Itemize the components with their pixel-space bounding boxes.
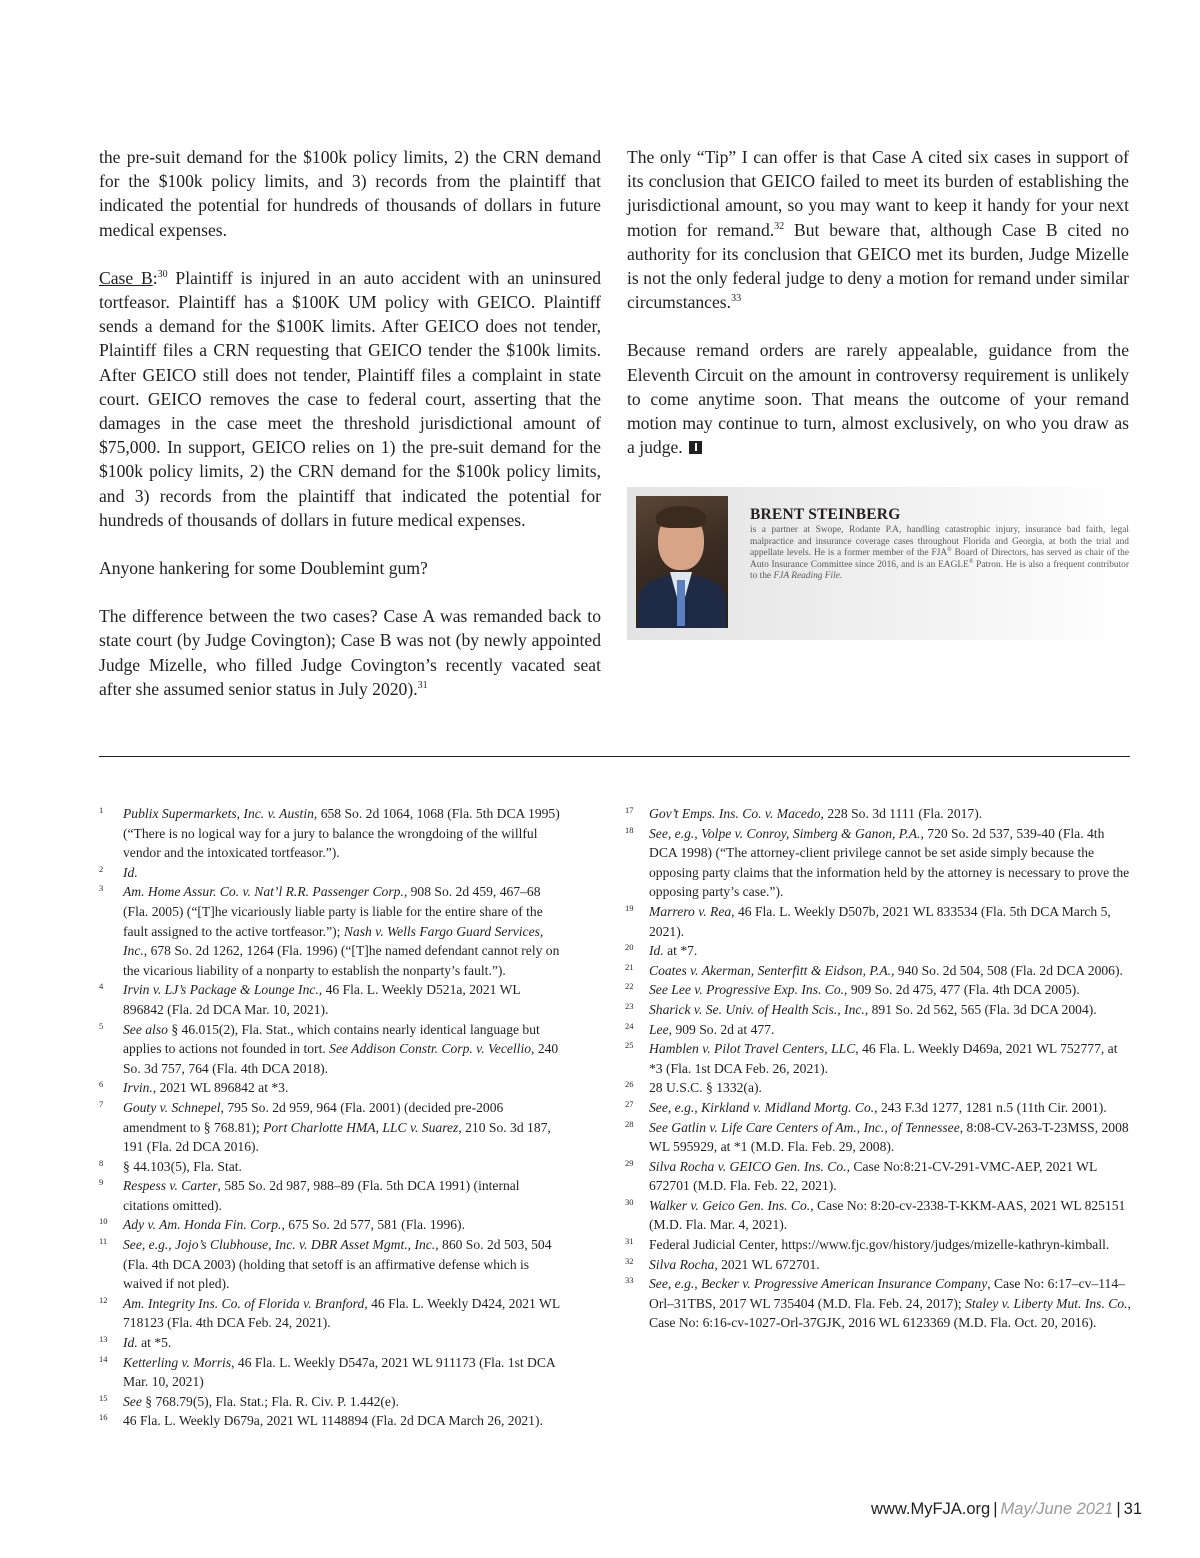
footnote-number: 30 xyxy=(625,1196,634,1207)
case-citation: Am. Integrity Ins. Co. of Florida v. Branford, xyxy=(123,1295,368,1311)
footnote-text: , 2021 WL 896842 at *3. xyxy=(152,1080,289,1096)
footnote-30 xyxy=(625,1196,1131,1235)
case-citation: See also xyxy=(123,1021,168,1037)
footnote-29 xyxy=(625,1157,1131,1196)
footnote-text: , 46 Fla. L. Weekly D547a, 2021 WL 911173 (Fla. 1st DCA Mar. 10, 2021) xyxy=(123,1354,555,1390)
footnote-text: , 860 So. 2d 503, 504 (Fla. 4th DCA 2003) (holding that setoff is an affirmative defense which is waived if not pled). xyxy=(123,1237,552,1292)
footnote-text: , 240 So. 3d 757, 764 (Fla. 4th DCA 2018). xyxy=(123,1041,559,1076)
footnote-number: 11 xyxy=(99,1236,108,1247)
footnote-text: , 228 So. 3d 1111 (Fla. 2017). xyxy=(820,806,983,821)
footnote-6 xyxy=(99,1078,564,1098)
footnote-number: 13 xyxy=(99,1334,108,1345)
footnote-text: , Case No:8:21-CV-291-VMC-AEP, 2021 WL 672701 (M.D. Fla. Feb. 22, 2021). xyxy=(649,1158,1097,1194)
footnote-number: 22 xyxy=(625,981,634,992)
footnote-19 xyxy=(625,902,1131,941)
footnote-3 xyxy=(99,882,564,980)
footnote-4 xyxy=(99,980,564,1019)
footnote-number: 9 xyxy=(99,1177,104,1188)
case-citation: See, e.g., Becker v. Progressive American Insurance Company xyxy=(649,1276,988,1292)
footnote-2 xyxy=(99,863,564,883)
footnote-23 xyxy=(625,1000,1131,1020)
footnote-24 xyxy=(625,1020,1131,1040)
author-photo xyxy=(636,496,728,628)
footnote-number: 12 xyxy=(99,1294,108,1305)
footnote-text: , 210 So. 3d 187, 191 (Fla. 2d DCA 2016). xyxy=(123,1119,551,1155)
case-citation: Irvin. xyxy=(123,1080,153,1096)
footnote-20 xyxy=(625,941,1131,961)
footnote-text: § 46.015(2), Fla. Stat., which contains nearly identical language but applies to actions not founded in tort. xyxy=(123,1021,540,1057)
footnote-text: , 585 So. 2d 987, 988–89 (Fla. 5th DCA 1991) (internal citations omitted). xyxy=(123,1178,520,1213)
footnote-10 xyxy=(99,1215,564,1235)
footnote-ref-31[interactable]: 31 xyxy=(417,680,428,691)
footnote-27 xyxy=(625,1098,1131,1118)
case-citation: See Gatlin v. Life Care Centers of Am., Inc., of Tennessee xyxy=(649,1119,960,1135)
footnotes-right xyxy=(625,804,1131,1333)
case-b-text: Plaintiff is injured in an auto accident with an uninsured tortfeasor. Plaintiff has a $100K UM policy with GEICO. Plaintiff sends a demand for the $100K limits. After GEICO does not tender, Plaintiff files a CRN requesting that GEICO tender the $100k limits. After GEICO still does not tender, Plaintiff files a complaint in state court. GEICO removes the case to federal court, asserting that the damages in the case meet the threshold jurisdictional amount of $75,000. In support, GEICO relies on 1) the pre-suit demand for the $100k policy limits, 2) the CRN demand for the $100k policy limits, and 3) records from the plaintiff that indicated the potential for hundreds of thousands of dollars in future medical expenses. xyxy=(99,267,601,530)
colon: : xyxy=(152,267,158,288)
footnote-ref-33[interactable]: 33 xyxy=(731,293,742,305)
case-citation: Staley v. Liberty Mut. Ins. Co. xyxy=(965,1295,1128,1311)
right-column xyxy=(627,145,1129,483)
case-citation: Gov’t Emps. Ins. Co. v. Macedo xyxy=(649,806,821,821)
footnote-18 xyxy=(625,824,1131,902)
case-citation: Port Charlotte HMA, LLC v. Suarez xyxy=(263,1119,459,1135)
footnote-text: , 8:08-CV-263-T-23MSS, 2008 WL 595929, at *1 (M.D. Fla. Feb. 29, 2008). xyxy=(649,1119,1129,1155)
paragraph: the pre-suit demand for the $100k policy limits, 2) the CRN demand for the $100k policy limits, and 3) records from the plaintiff that indicated the potential for hundreds of thousands of dollars in future medical expenses. xyxy=(99,147,601,240)
footnote-7 xyxy=(99,1098,564,1157)
case-citation: Walker v. Geico Gen. Ins. Co. xyxy=(649,1197,811,1213)
footnote-divider xyxy=(99,756,1130,757)
footnote-number: 24 xyxy=(625,1020,634,1031)
page-number: 31 xyxy=(1123,1500,1142,1518)
footnote-number: 3 xyxy=(99,883,104,894)
paragraph: Anyone hankering for some Doublemint gum? xyxy=(99,558,428,579)
footnote-text: 46 Fla. L. Weekly D521a, 2021 WL 896842 (Fla. 2d DCA Mar. 10, 2021). xyxy=(123,982,521,1017)
footnote-number: 8 xyxy=(99,1157,104,1168)
case-citation: Id. xyxy=(123,864,138,880)
footnote-21 xyxy=(625,961,1131,981)
website-link[interactable]: www.MyFJA.org xyxy=(871,1500,991,1518)
footnote-text: , 46 Fla. L. Weekly D469a, 2021 WL 752777, at *3 (Fla. 1st DCA Feb. 26, 2021). xyxy=(649,1041,1118,1076)
case-citation: Ketterling v. Morris xyxy=(123,1354,232,1370)
case-citation: Gouty v. Schnepel xyxy=(123,1099,221,1115)
footnote-text: , Case No: 8:20-cv-2338-T-KKM-AAS, 2021 WL 825151 (M.D. Fla. Mar. 4, 2021). xyxy=(649,1197,1126,1233)
paragraph-tip xyxy=(627,145,1129,314)
footnote-text: , Case No: 6:17–cv–114–Orl–31TBS, 2017 WL 735404 (M.D. Fla. Feb. 24, 2017); xyxy=(649,1276,1125,1311)
author-bio-text: is a partner at Swope, Rodante P.A, handling catastrophic injury, insurance bad faith, legal malpractice and insurance coverage cases throughout Florida and Georgia, at both the trial and appellate levels. He is a former member of the FJA® Board of Directors, has served as chair of the Auto Insurance Committee since 2016, and is an EAGLE® Patron. He is also a frequent contributor to the FJA Reading File. xyxy=(750,525,1129,582)
footnote-number: 23 xyxy=(625,1000,634,1011)
footnote-number: 33 xyxy=(625,1275,634,1286)
footnote-text: at *5. xyxy=(137,1335,172,1351)
footnote-15 xyxy=(99,1392,564,1412)
paragraph-text: The only “Tip” I can offer is that Case A cited six cases in support of its conclusion that GEICO failed to meet its burden of establishing the jurisdictional amount, so you may want to keep it handy for your next motion for remand. xyxy=(627,147,1129,240)
footnote-number: 26 xyxy=(625,1079,634,1090)
footnote-text: , 678 So. 2d 1262, 1264 (Fla. 1996) (“[T]he named defendant cannot rely on the vicarious liability of a nonparty to establish the nonparty’s fault.”). xyxy=(123,943,560,978)
case-citation: See, e.g., Kirkland v. Midland Mortg. Co. xyxy=(649,1099,875,1115)
footnote-number: 18 xyxy=(625,824,634,835)
case-citation: Sharick v. Se. Univ. of Health Scis., Inc. xyxy=(649,1001,865,1017)
paragraph-text: Because remand orders are rarely appealable, guidance from the Eleventh Circuit on the amount in controversy requirement is unlikely to come anytime soon. That means the outcome of your remand motion may continue to turn, almost exclusively, on who you draw as a judge. xyxy=(627,340,1129,458)
footnote-32 xyxy=(625,1255,1131,1275)
footnote-1 xyxy=(99,804,564,863)
footnote-text: , 720 So. 2d 537, 539-40 (Fla. 4th DCA 1998) (“The attorney-client privilege cannot be set aside simply because the opposing party claims that the information held by the attorney is necessary to prove the opposing party’s case.”). xyxy=(649,825,1130,900)
paragraph-case-b xyxy=(99,266,601,532)
paragraph-text: The difference between the two cases? Case A was remanded back to state court (by Judge Covington); Case B was not (by newly appointed Judge Mizelle, who filled Judge Covington’s recently vacated seat after she assumed senior status in July 2020). xyxy=(99,606,601,699)
footnote-11 xyxy=(99,1235,564,1294)
footnote-number: 25 xyxy=(625,1040,634,1051)
author-name: BRENT STEINBERG xyxy=(750,506,901,523)
footnote-17 xyxy=(625,804,1131,824)
footnote-number: 6 xyxy=(99,1079,104,1090)
footnote-number: 14 xyxy=(99,1353,108,1364)
footnote-number: 17 xyxy=(625,805,634,815)
case-citation: Am. Home Assur. Co. v. Nat’l R.R. Passenger Corp. xyxy=(123,884,404,900)
case-citation: Coates v. Akerman, Senterfitt & Eidson, P.A. xyxy=(649,962,892,978)
case-citation: Marrero v. Rea xyxy=(649,903,732,919)
footnote-number: 7 xyxy=(99,1098,104,1109)
footnote-number: 15 xyxy=(99,1392,108,1403)
case-citation: Nash v. Wells Fargo Guard Services, Inc. xyxy=(123,923,544,959)
case-citation: Ady v. Am. Honda Fin. Corp. xyxy=(123,1217,282,1233)
footnote-number: 2 xyxy=(99,863,104,874)
paragraph-text: But beware that, although Case B cited no authority for its conclusion that GEICO met its burden, Judge Mizelle is not the only federal judge to deny a motion for remand under similar circumstances. xyxy=(627,219,1129,313)
case-citation: Respess v. Carter xyxy=(123,1178,218,1194)
footnote-text: , 675 So. 2d 577, 581 (Fla. 1996). xyxy=(281,1217,465,1233)
footnote-text: , 940 So. 2d 504, 508 (Fla. 2d DCA 2006). xyxy=(891,962,1123,978)
separator: | xyxy=(993,1500,998,1518)
footnote-number: 32 xyxy=(625,1255,634,1266)
footnote-text: , 908 So. 2d 459, 467–68 (Fla. 2005) (“[T]he vicariously liable party is liable for the entire share of the fault assigned to the active tortfeasor.”); xyxy=(123,884,543,939)
case-citation: Silva Rocha xyxy=(649,1256,715,1272)
case-citation: Id. xyxy=(649,943,664,959)
case-citation: Silva Rocha v. GEICO Gen. Ins. Co. xyxy=(649,1158,847,1174)
footnote-number: 5 xyxy=(99,1020,104,1031)
footnote-ref-32[interactable]: 32 xyxy=(774,220,785,232)
footnote-14 xyxy=(99,1353,564,1392)
footnote-text: § 44.103(5), Fla. Stat. xyxy=(123,1158,242,1174)
footnote-text: , 891 So. 2d 562, 565 (Fla. 3d DCA 2004). xyxy=(864,1001,1097,1017)
footnote-25 xyxy=(625,1039,1131,1078)
footnote-text: 46 Fla. L. Weekly D679a, 2021 WL 1148894 (Fla. 2d DCA March 26, 2021). xyxy=(123,1413,543,1429)
case-citation: Id. xyxy=(123,1335,138,1351)
footnote-text: , Case No: 6:16-cv-1027-Orl-37GJK, 2016 WL 6123369 (M.D. Fla. Oct. 20, 2016). xyxy=(649,1295,1131,1331)
footnote-text: , 658 So. 2d 1064, 1068 (Fla. 5th DCA 1995) (“There is no logical way for a jury to balance the wrongdoing of the willful vendor and the intoxicated tortfeasor.”). xyxy=(123,806,560,861)
footnote-number: 10 xyxy=(99,1216,108,1227)
footnote-5 xyxy=(99,1020,564,1079)
footnote-text: 28 U.S.C. § 1332(a). xyxy=(649,1080,762,1096)
footnote-text: at *7. xyxy=(663,943,698,959)
footnote-number: 1 xyxy=(99,805,104,815)
footnote-number: 27 xyxy=(625,1098,634,1109)
paragraph-conclusion xyxy=(627,338,1129,459)
footnote-number: 4 xyxy=(99,981,104,992)
footnote-text: , 909 So. 2d at 477. xyxy=(668,1021,775,1037)
footnote-33 xyxy=(625,1274,1131,1333)
footnote-number: 16 xyxy=(99,1412,108,1423)
footnote-number: 19 xyxy=(625,902,634,913)
footnote-28 xyxy=(625,1118,1131,1157)
footnotes-left xyxy=(99,804,564,1431)
footnote-number: 31 xyxy=(625,1236,634,1247)
footnote-16 xyxy=(99,1411,564,1431)
footnote-text: , 46 Fla. L. Weekly D507b, 2021 WL 833534 (Fla. 5th DCA March 5, 2021). xyxy=(649,903,1111,939)
footnote-22 xyxy=(625,980,1131,1000)
case-citation: See Addison Constr. Corp. v. Vecellio xyxy=(329,1041,532,1057)
case-citation: Publix Supermarkets, Inc. v. Austin xyxy=(123,806,314,821)
footnote-text: Federal Judicial Center, https://www.fjc.gov/history/judges/mizelle-kathryn-kimball. xyxy=(649,1237,1110,1253)
page-footer xyxy=(871,1500,1142,1519)
case-citation: See, e.g., Jojo’s Clubhouse, Inc. v. DBR Asset Mgmt., Inc. xyxy=(123,1237,436,1253)
footnote-8 xyxy=(99,1157,564,1177)
case-citation: Lee xyxy=(649,1021,669,1037)
paragraph xyxy=(99,604,601,701)
footnote-number: 20 xyxy=(625,942,634,953)
footnote-text: 46 Fla. L. Weekly D424, 2021 WL 718123 (Fla. 4th DCA Feb. 24, 2021). xyxy=(123,1295,560,1331)
end-of-article-icon xyxy=(689,441,702,454)
case-citation: Hamblen v. Pilot Travel Centers, LLC xyxy=(649,1041,856,1057)
case-citation: See xyxy=(123,1393,142,1409)
issue-date: May/June 2021 xyxy=(1000,1500,1114,1518)
footnote-number: 28 xyxy=(625,1118,634,1129)
footnote-13 xyxy=(99,1333,564,1353)
separator: | xyxy=(1116,1500,1121,1518)
footnote-text: , 243 F.3d 1277, 1281 n.5 (11th Cir. 2001). xyxy=(874,1099,1107,1115)
footnote-26 xyxy=(625,1078,1131,1098)
left-column xyxy=(99,145,601,725)
footnote-9 xyxy=(99,1176,564,1215)
author-bio-box xyxy=(627,487,1130,640)
case-b-label: Case B xyxy=(99,267,153,288)
footnote-number: 21 xyxy=(625,961,634,972)
case-citation: Irvin v. LJ’s Package & Lounge Inc., xyxy=(123,982,323,998)
footnote-ref-30[interactable]: 30 xyxy=(157,268,168,280)
footnote-number: 29 xyxy=(625,1157,634,1168)
footnote-text: , 909 So. 2d 475, 477 (Fla. 4th DCA 2005). xyxy=(844,982,1080,998)
footnote-text: , 795 So. 2d 959, 964 (Fla. 2001) (decided pre-2006 amendment to § 768.81); xyxy=(123,1099,504,1135)
footnote-31 xyxy=(625,1235,1131,1255)
case-citation: See Lee v. Progressive Exp. Ins. Co. xyxy=(649,982,845,998)
footnote-text: , 2021 WL 672701. xyxy=(714,1256,820,1272)
footnote-text: § 768.79(5), Fla. Stat.; Fla. R. Civ. P. 1.442(e). xyxy=(141,1393,399,1409)
footnote-12 xyxy=(99,1294,564,1333)
case-citation: See, e.g., Volpe v. Conroy, Simberg & Ganon, P.A. xyxy=(649,825,921,841)
